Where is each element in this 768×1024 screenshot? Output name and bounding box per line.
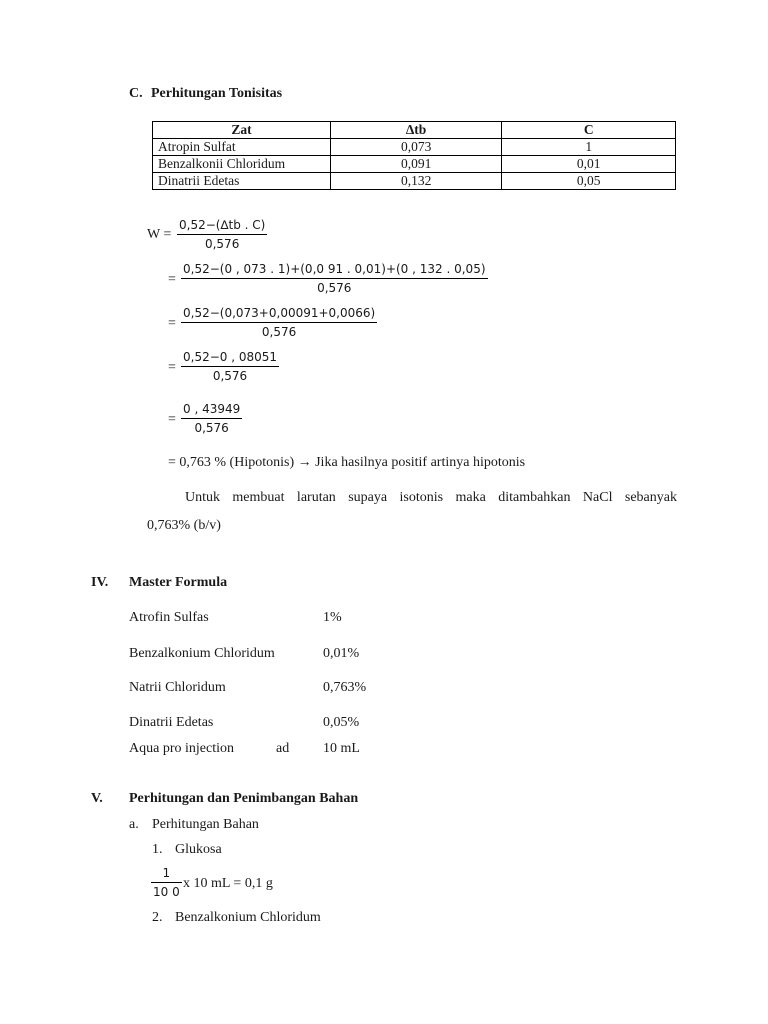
glukosa-fraction (151, 866, 182, 900)
w-label: W = (147, 227, 172, 242)
item-2-title: Benzalkonium Chloridum (175, 910, 321, 925)
formula-step-1 (177, 218, 267, 252)
fraction-numerator: 0,52−(0,073+0,00091+0,0066) (183, 306, 376, 320)
fraction-denominator: 0,576 (212, 369, 248, 383)
mf-name-natrii: Natrii Chloridum (129, 680, 226, 695)
table-cell: 0,073 (330, 139, 502, 156)
fraction-bar (181, 322, 377, 323)
mf-name-dinatrii: Dinatrii Edetas (129, 715, 214, 730)
item-2-label: 2. (152, 910, 163, 925)
formula-step-3 (181, 306, 377, 340)
equals-sign: = (168, 272, 176, 287)
mf-name-aqua: Aqua pro injection (129, 741, 234, 756)
mf-value-natrii: 0,763% (323, 680, 367, 695)
formula-step-5 (181, 402, 242, 436)
fraction-bar (181, 418, 242, 419)
table-row (153, 173, 676, 190)
fraction-bar (151, 882, 182, 883)
table-cell: 1 (502, 139, 676, 156)
fraction-numerator: 0,52−(0 , 073 . 1)+(0,0 91 . 0,01)+(0 , 132 . 0,05) (183, 262, 486, 276)
table-header-row (153, 122, 676, 139)
section-iv-label: IV. (91, 575, 109, 590)
glukosa-calculation: x 10 mL = 0,1 g (183, 876, 273, 891)
table-cell: 0,01 (502, 156, 676, 173)
mf-value-benzalkonium: 0,01% (323, 646, 360, 661)
section-v-label: V. (91, 791, 103, 806)
mf-ad: ad (276, 741, 290, 756)
formula-step-4 (181, 350, 279, 384)
fraction-denominator: 10 0 (153, 885, 180, 899)
section-v-title: Perhitungan dan Penimbangan Bahan (129, 791, 359, 806)
header-delta-tb: ∆tb (330, 122, 502, 139)
paragraph-line-2: 0,763% (b/v) (147, 518, 221, 533)
fraction-bar (177, 234, 267, 235)
isotonic-paragraph (147, 484, 677, 540)
table-cell: 0,091 (330, 156, 502, 173)
section-c-label: C. (129, 86, 143, 101)
fraction-denominator: 0,576 (194, 421, 229, 435)
table-cell: 0,132 (330, 173, 502, 190)
section-iv-title: Master Formula (129, 575, 228, 590)
header-zat: Zat (153, 122, 331, 139)
table-cell: Atropin Sulfat (153, 139, 331, 156)
mf-name-atrofin: Atrofin Sulfas (129, 610, 209, 625)
subsection-a-title: Perhitungan Bahan (152, 817, 259, 832)
table-row (153, 139, 676, 156)
item-1-label: 1. (152, 842, 163, 857)
table-cell: Dinatrii Edetas (153, 173, 331, 190)
fraction-denominator: 0,576 (204, 237, 240, 251)
fraction-bar (181, 366, 279, 367)
equals-sign: = (168, 316, 176, 331)
mf-value-dinatrii: 0,05% (323, 715, 360, 730)
fraction-denominator: 0,576 (317, 281, 352, 295)
table-cell: 0,05 (502, 173, 676, 190)
equals-sign: = (168, 360, 176, 375)
fraction-bar (181, 278, 488, 279)
mf-value-atrofin: 1% (323, 610, 342, 625)
result-line: = 0,763 % (Hipotonis) → Jika hasilnya positif artinya hipotonis (168, 455, 526, 470)
fraction-numerator: 1 (162, 866, 171, 880)
subsection-a-label: a. (129, 817, 139, 832)
section-c-title: Perhitungan Tonisitas (151, 86, 283, 101)
table-cell: Benzalkonii Chloridum (153, 156, 331, 173)
item-1-title: Glukosa (175, 842, 222, 857)
equals-sign: = (168, 412, 176, 427)
tonicity-table (152, 121, 676, 190)
fraction-denominator: 0,576 (261, 325, 297, 339)
header-c: C (502, 122, 676, 139)
fraction-numerator: 0 , 43949 (183, 402, 241, 416)
formula-step-2 (181, 262, 488, 296)
paragraph-line-1: Untuk membuat larutan supaya isotonis maka ditambahkan NaCl sebanyak (185, 490, 677, 505)
mf-name-benzalkonium: Benzalkonium Chloridum (129, 646, 275, 661)
table-row (153, 156, 676, 173)
fraction-numerator: 0,52−(∆tb . C) (179, 218, 266, 232)
mf-value-aqua: 10 mL (323, 741, 360, 756)
fraction-numerator: 0,52−0 , 08051 (183, 350, 278, 364)
